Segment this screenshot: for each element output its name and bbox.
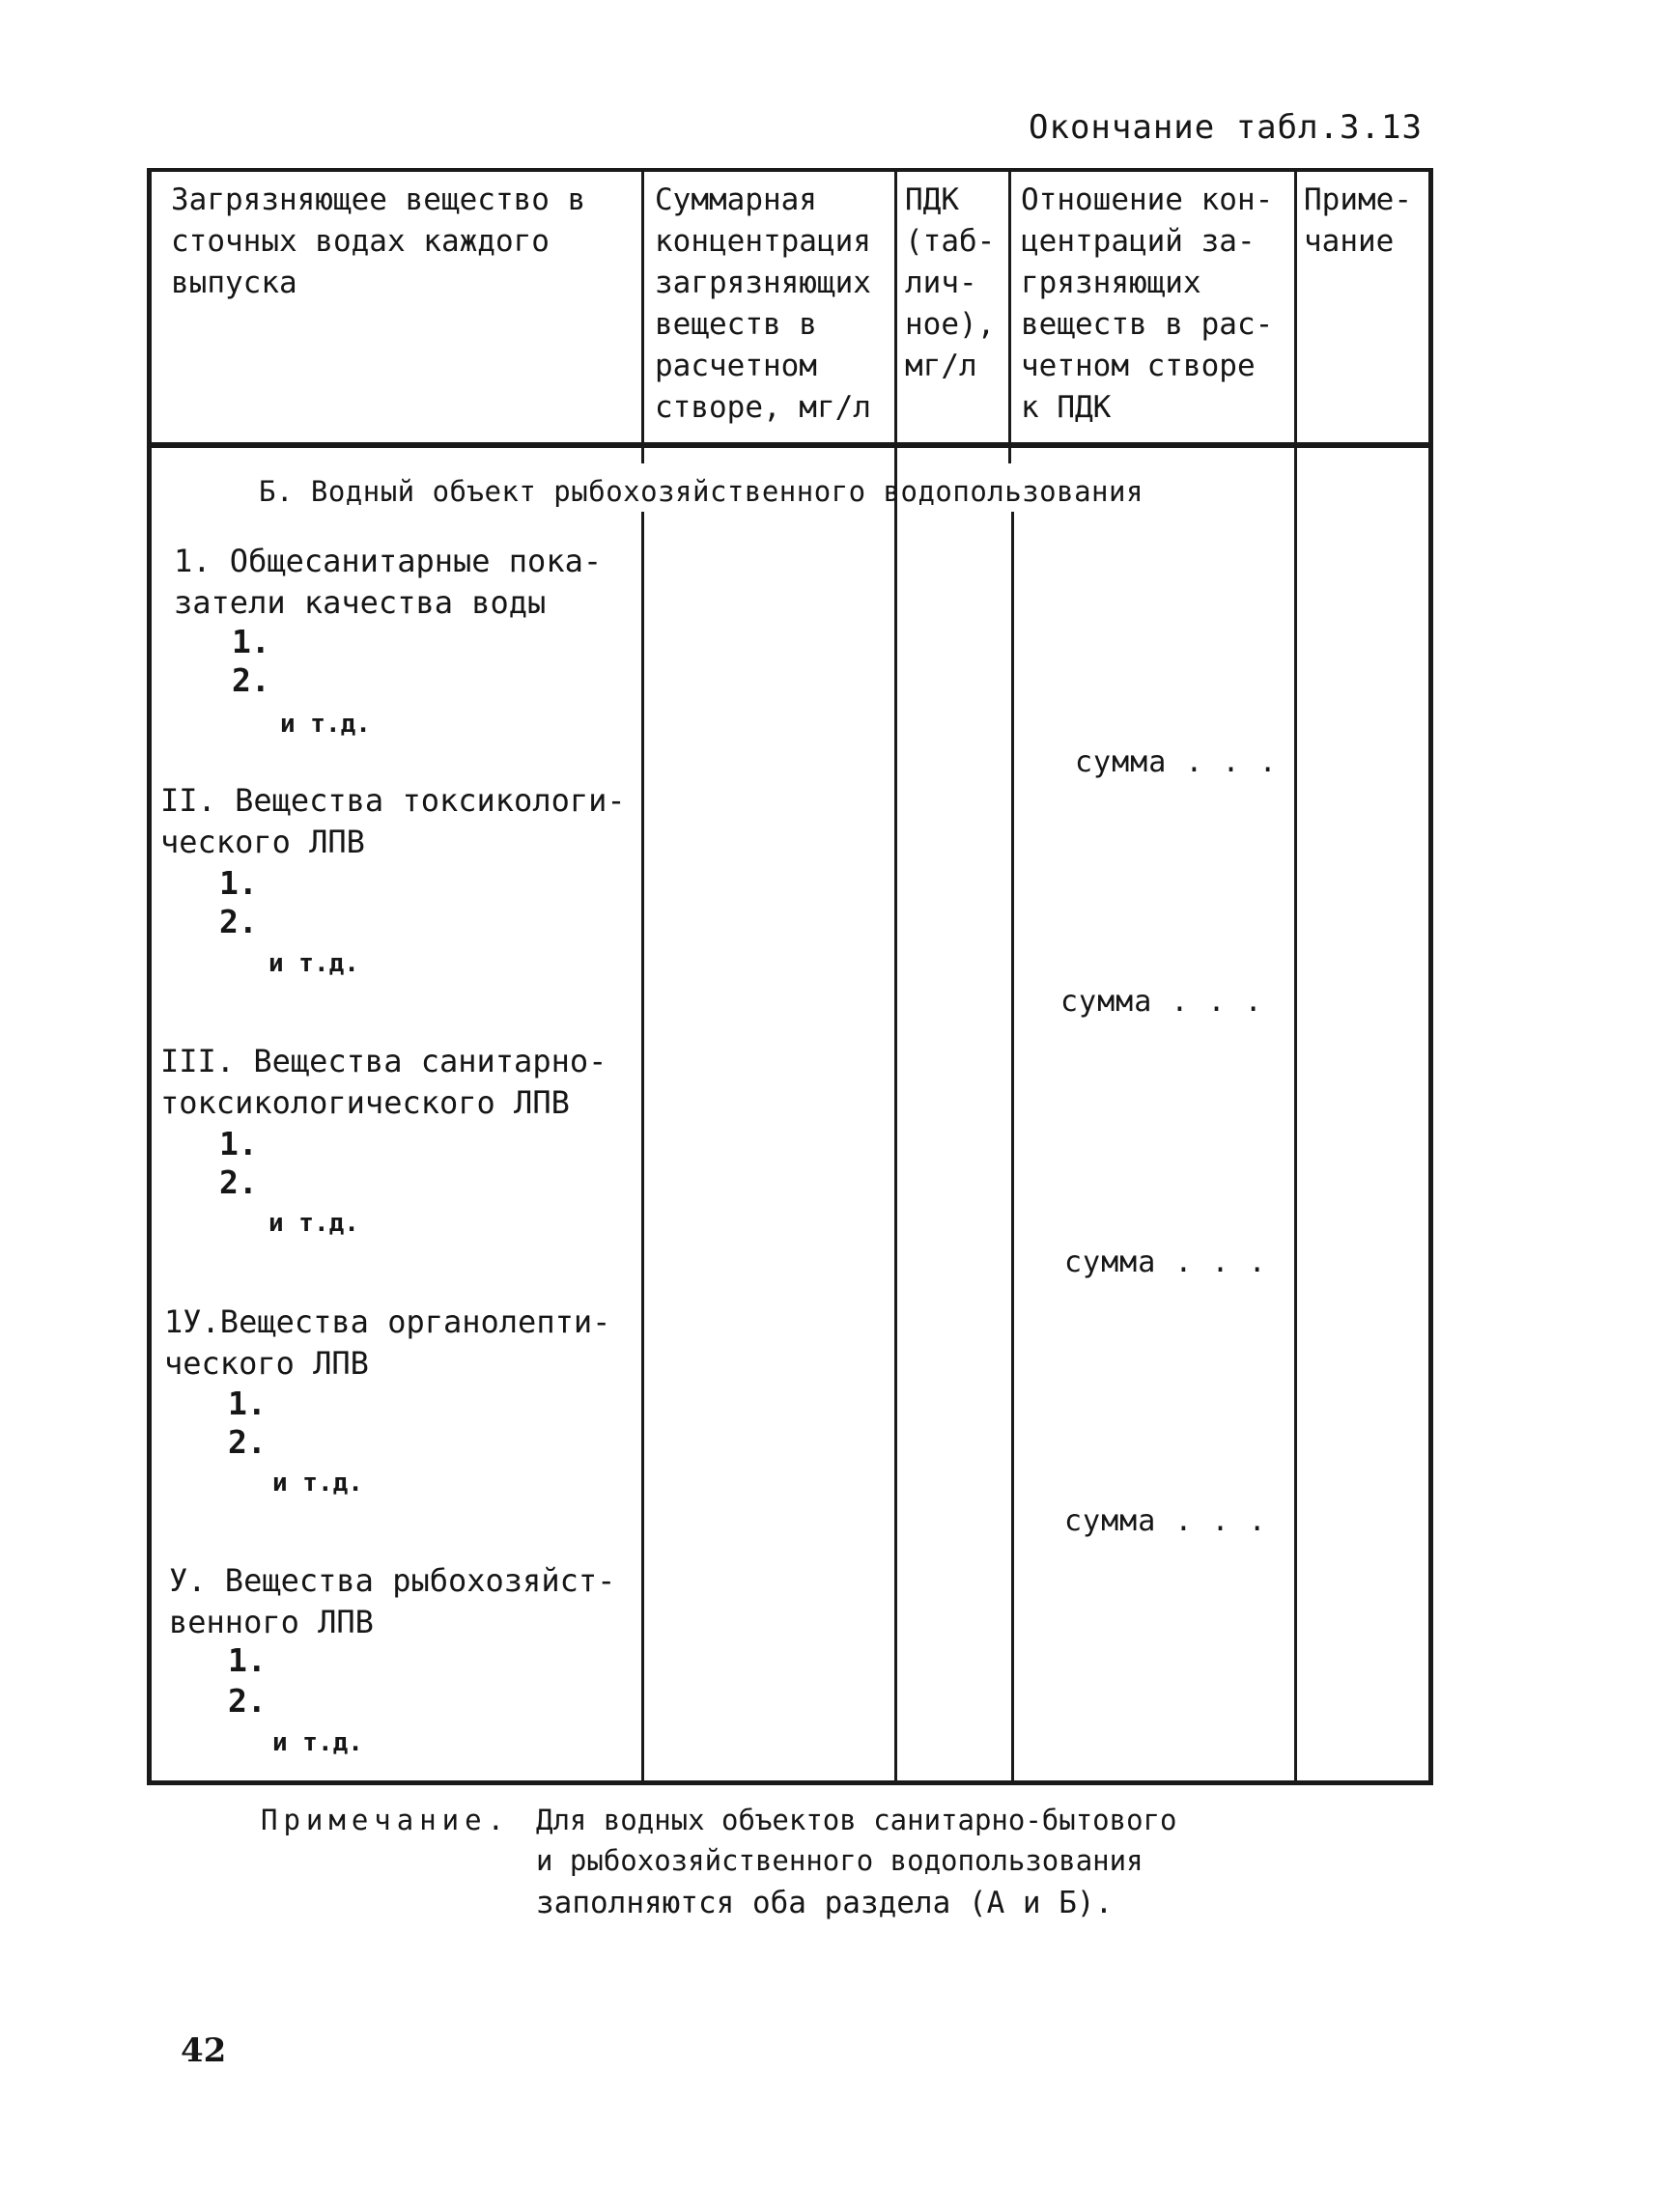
group-1-item-2: 2. <box>232 661 270 699</box>
table-top-border <box>147 168 1433 172</box>
page-number: 42 <box>181 2031 227 2070</box>
group-1-item-1: 1. <box>232 623 270 660</box>
group-1-etc: и т.д. <box>280 710 371 739</box>
column-divider-3-body <box>1011 512 1014 1782</box>
note-line-1: Для водных объектов санитарно-бытового <box>536 1804 1177 1836</box>
group-2-etc: и т.д. <box>268 949 359 978</box>
column-divider-1 <box>641 168 644 463</box>
column-divider-4-lower <box>1294 780 1297 1782</box>
column-divider-2 <box>894 168 897 1782</box>
note-line-3: заполняются оба раздела (А и Б). <box>536 1886 1114 1920</box>
group-5-etc: и т.д. <box>272 1728 363 1757</box>
group-3-item-1: 1. <box>219 1125 258 1162</box>
group-3-etc: и т.д. <box>268 1209 359 1238</box>
header-total-concentration: Суммарная концентрация загрязняющих веществ в расчетном створе, мг/л <box>655 182 871 425</box>
header-divider <box>147 442 1433 448</box>
table-caption: Окончание табл.3.13 <box>1029 108 1423 147</box>
column-divider-3 <box>1008 168 1011 463</box>
group-4-item-1: 1. <box>228 1385 267 1422</box>
group-2-item-2: 2. <box>219 903 258 940</box>
group-4-title: 1У.Вещества органолепти- ческого ЛПВ <box>164 1303 611 1382</box>
group-5-item-1: 1. <box>228 1641 267 1679</box>
section-title: Б. Водный объект рыбохозяйственного водопользования <box>259 475 1144 508</box>
group-4-etc: и т.д. <box>272 1469 363 1498</box>
header-note: Приме- чание <box>1304 182 1412 259</box>
column-divider-1-body <box>641 512 644 1782</box>
group-3-item-2: 2. <box>219 1163 258 1201</box>
table-bottom-border <box>147 1780 1433 1785</box>
group-3-title: III. Вещества санитарно- токсикологического ЛПВ <box>160 1043 607 1121</box>
group-2-sum: сумма . . . <box>1060 985 1263 1019</box>
table-right-border <box>1428 168 1433 1785</box>
group-3-sum: сумма . . . <box>1064 1246 1267 1279</box>
group-2-title: II. Вещества токсикологи- ческого ЛПВ <box>160 782 626 860</box>
group-4-sum: сумма . . . <box>1064 1504 1267 1538</box>
note-line-2: и рыбохозяйственного водопользования <box>536 1844 1144 1877</box>
note-label: Примечание. <box>261 1804 511 1836</box>
group-1-title: 1. Общесанитарные пока- затели качества воды <box>174 543 603 621</box>
group-4-item-2: 2. <box>228 1423 267 1461</box>
group-5-title: У. Вещества рыбохозяйст- венного ЛПВ <box>169 1562 616 1640</box>
table-left-border <box>147 168 152 1785</box>
column-divider-4 <box>1294 168 1297 780</box>
group-1-sum: сумма . . . <box>1075 745 1278 779</box>
header-ratio: Отношение кон- центраций за- грязняющих веществ в рас- четном створе к ПДК <box>1021 182 1274 425</box>
group-2-item-1: 1. <box>219 864 258 902</box>
header-mpc: ПДК (таб- лич- ное), мг/л <box>905 182 996 383</box>
header-pollutant: Загрязняющее вещество в сточных водах каждого выпуска <box>171 182 586 300</box>
group-5-item-2: 2. <box>228 1682 267 1720</box>
